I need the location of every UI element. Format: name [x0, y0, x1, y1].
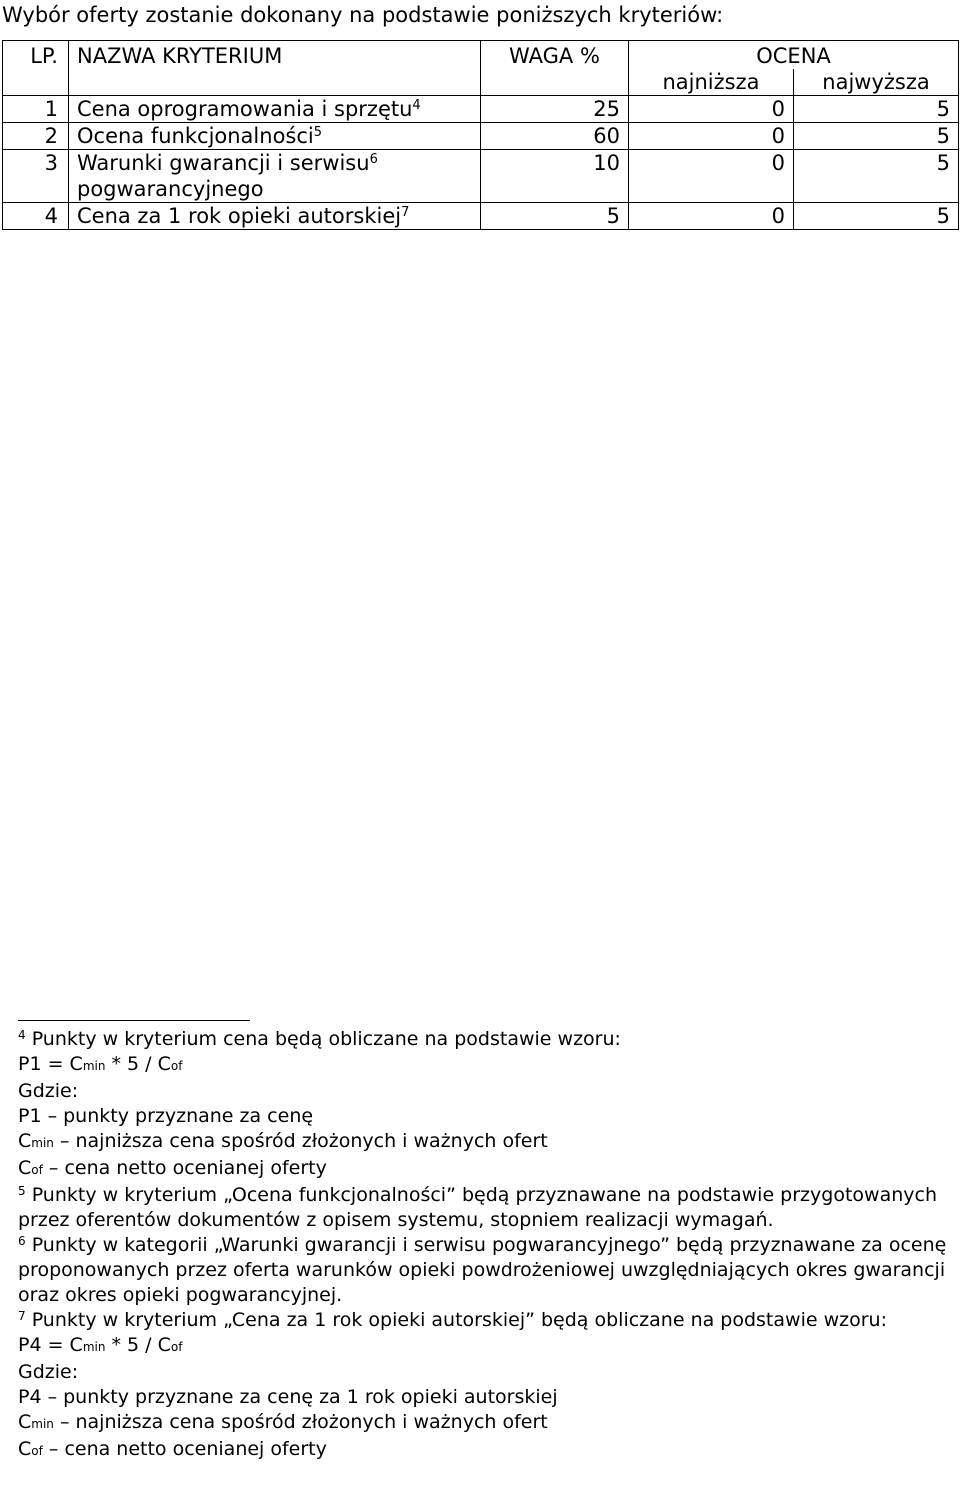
row-weight: 25 [481, 96, 629, 123]
row-low: 0 [629, 96, 794, 123]
row-low: 0 [629, 203, 794, 230]
table-row [3, 123, 959, 150]
header-lowest: najniższa [629, 69, 794, 96]
table-row [3, 203, 959, 230]
formula-p1: P1 = Cmin * 5 / Cof [18, 1053, 183, 1075]
criteria-table [2, 40, 959, 230]
row-high: 5 [794, 96, 959, 123]
definition: Cof – cena netto ocenianej oferty [18, 1438, 327, 1460]
footnotes [18, 1027, 948, 1464]
header-name: NAZWA KRYTERIUM [69, 41, 481, 70]
row-name: Ocena funkcjonalności$^5$ [69, 123, 481, 150]
row-low: 0 [629, 123, 794, 150]
row-high: 5 [794, 203, 959, 230]
header-rating: OCENA [629, 41, 959, 70]
row-lp: 1 [3, 96, 69, 123]
footnote-5: $^5$ Punkty w kryterium „Ocena funkcjonalności” będą przyznawane na podstawie przygotowanych przez oferentów dokumentów z opisem systemu, stopniem realizacji wymagań. [18, 1184, 937, 1231]
row-weight: 60 [481, 123, 629, 150]
header-highest: najwyższa [794, 69, 959, 96]
row-lp: 3 [3, 150, 69, 203]
table-row [3, 96, 959, 123]
intro-text: Wybór oferty zostanie dokonany na podstawie poniższych kryteriów: [2, 3, 724, 27]
footnote-7: $^7$ Punkty w kryterium „Cena za 1 rok opieki autorskiej” będą obliczane na podstawie wzoru: [18, 1309, 887, 1331]
definition: Cof – cena netto ocenianej oferty [18, 1157, 327, 1179]
table-row [3, 150, 959, 203]
definition: P4 – punkty przyznane za cenę za 1 rok opieki autorskiej [18, 1386, 558, 1408]
footnote-4: $^4$ Punkty w kryterium cena będą obliczane na podstawie wzoru: [18, 1028, 621, 1050]
header-weight: WAGA % [481, 41, 629, 70]
row-name: Warunki gwarancji i serwisu$^6$ pogwarancyjnego [69, 150, 481, 203]
footnote-separator [18, 1020, 250, 1021]
footnote-6: $^6$ Punkty w kategorii „Warunki gwarancji i serwisu pogwarancyjnego” będą przyznawane za ocenę proponowanych przez oferta warunków opieki powdrożeniowej uwzględniających okres gwarancji oraz okres opieki pogwarancyjnej. [18, 1234, 947, 1306]
header-lp: LP. [3, 41, 69, 70]
row-weight: 10 [481, 150, 629, 203]
table-subheader-row [3, 69, 959, 96]
definition: P1 – punkty przyznane za cenę [18, 1105, 314, 1127]
formula-p4: P4 = Cmin * 5 / Cof [18, 1334, 183, 1356]
where-label: Gdzie: [18, 1080, 79, 1102]
row-low: 0 [629, 150, 794, 203]
row-weight: 5 [481, 203, 629, 230]
where-label: Gdzie: [18, 1361, 79, 1383]
row-high: 5 [794, 150, 959, 203]
definition: Cmin – najniższa cena spośród złożonych i ważnych ofert [18, 1411, 548, 1433]
row-high: 5 [794, 123, 959, 150]
definition: Cmin – najniższa cena spośród złożonych i ważnych ofert [18, 1130, 548, 1152]
row-lp: 4 [3, 203, 69, 230]
row-name: Cena za 1 rok opieki autorskiej$^7$ [69, 203, 481, 230]
row-name: Cena oprogramowania i sprzętu$^4$ [69, 96, 481, 123]
row-lp: 2 [3, 123, 69, 150]
table-header-row [3, 41, 959, 70]
